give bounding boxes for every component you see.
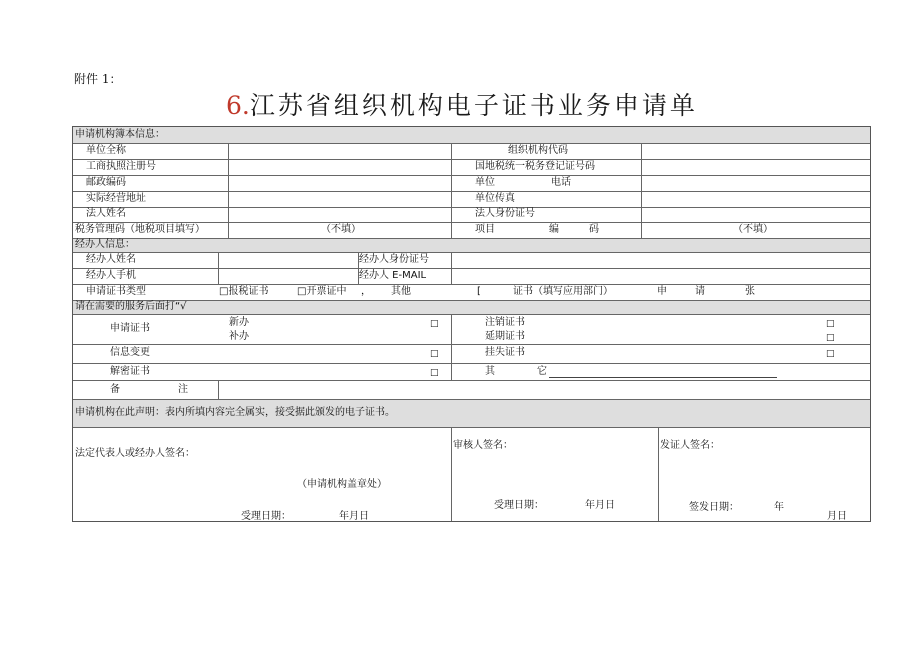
label-agent-name: 经办人姓名 [86,254,136,265]
label-other-a: 其 [485,366,495,377]
label-issue-date: 签发日期： [689,502,739,513]
remark-input[interactable] [219,381,869,398]
label-info-change: 信息变更 [110,347,150,358]
col-line [451,143,452,238]
label-other-b: 它 [537,366,547,377]
label-report-loss: 挂失证书 [485,347,525,358]
label-agent-id: 经办人身份证号 [359,254,429,265]
row-line [73,344,870,345]
col-line [451,314,452,380]
agent-name-input[interactable] [219,253,357,267]
label-code-b: 码 [589,224,599,235]
label-org-code: 组织机构代码 [508,145,568,156]
label-cancel-cert: 注销证书 [485,317,525,328]
service-section-heading: 请在需要的服务后面打“√ [75,301,187,312]
label-issuer-sign: 发证人签名： [660,440,720,451]
checkbox-new[interactable]: □ [430,319,439,329]
other-fill-line[interactable] [549,377,777,378]
comma: ， [361,286,371,297]
label-tax-admin-code: 税务管理码（地税项目填写） [75,224,205,235]
label-remark-a: 备 [110,384,120,395]
checkbox-cancel[interactable]: □ [826,319,835,329]
row-line [73,399,870,400]
label-agent-mobile: 经办人手机 [86,270,136,281]
label-project: 项目 [475,224,495,235]
label-legal-name: 法人姓名 [86,208,126,219]
page-title [226,86,698,122]
label-new: 新办 [229,317,249,328]
checkbox-info-change[interactable]: □ [430,349,439,359]
phone-input[interactable] [642,176,869,190]
label-address: 实际经营地址 [86,193,146,204]
agent-section-band [73,238,870,252]
col-line [451,427,452,521]
row-line [73,238,870,239]
org-section-band [73,127,870,143]
row-line [73,427,870,428]
label-agent-email: 经办人 E-MAIL [359,270,427,281]
option-tax-cert[interactable]: □报税证书 [219,286,269,297]
legal-id-input[interactable] [642,208,869,221]
col-line [658,427,659,521]
label-tax-reg-code: 国地税统一税务登记证号码 [475,161,595,172]
label-review-date: 受理日期： [494,500,544,511]
label-code-a: 编 [549,224,559,235]
label-cert-fill: 证书（填写应用部门） [513,286,613,297]
label-phone: 电话 [551,177,571,188]
label-ymd-2: 年月日 [585,500,615,511]
label-cert-type: 申请证书类型 [86,286,146,297]
fax-input[interactable] [642,192,869,206]
label-other: 其他 [391,286,411,297]
label-reviewer-sign: 审核人签名： [453,440,513,451]
service-section-band [73,300,870,314]
label-reissue: 补办 [229,331,249,342]
label-apply-cert: 申请证书 [110,323,150,334]
attachment-label: 附件 1： [74,72,122,86]
label-legal-id: 法人身份证号 [475,208,535,219]
label-remark-b: 注 [178,384,188,395]
bracket: [ [477,286,481,297]
label-ymd-1: 年月日 [339,511,369,522]
row-line [73,300,870,301]
label-postal-code: 邮政编码 [86,177,126,188]
label-apply: 申 [657,286,667,297]
row-line [73,363,870,364]
agent-id-input[interactable] [452,253,869,267]
checkbox-decrypt[interactable]: □ [430,368,439,378]
label-unit-name: 单位全称 [86,145,126,156]
label-extend-cert: 延期证书 [485,331,525,342]
agent-email-input[interactable] [452,269,869,283]
checkbox-extend[interactable]: □ [826,333,835,343]
label-month-day: 月日 [827,511,847,522]
label-unit: 单位 [475,177,495,188]
not-filled-note: （不填） [733,224,773,235]
not-filled-note: （不填） [321,224,361,235]
postal-code-input[interactable] [229,176,450,190]
label-accept-date: 受理日期： [241,511,291,522]
label-year: 年 [774,502,784,513]
label-please: 请 [695,286,705,297]
agent-section-heading: 经办人信息： [75,239,135,250]
application-form [72,126,871,522]
label-sheets: 张 [745,286,755,297]
org-section-heading: 申请机构簿本信息： [75,129,165,140]
option-invoice-cert[interactable]: □开票证中 [297,286,347,297]
agent-mobile-input[interactable] [219,269,357,283]
label-decrypt-cert: 解密证书 [110,366,150,377]
row-line [73,314,870,315]
address-input[interactable] [229,192,450,206]
label-legal-sign: 法定代表人或经办人签名： [75,448,195,459]
label-fax: 单位传真 [475,193,515,204]
checkbox-report-loss[interactable]: □ [826,349,835,359]
biz-reg-input[interactable] [229,160,450,174]
stamp-area: （申请机构盖章处） [297,479,387,490]
legal-name-input[interactable] [229,208,450,221]
org-code-input[interactable] [642,144,869,158]
title-number: 6. [226,91,250,120]
title-text: 江苏省组织机构电子证书业务申请单 [249,91,698,120]
label-biz-reg-no: 工商执照注册号 [86,161,156,172]
declaration-text: 申请机构在此声明：表内所填内容完全属实，接受据此颁发的电子证书。 [75,407,395,418]
tax-reg-input[interactable] [642,160,869,174]
unit-name-input[interactable] [229,144,450,158]
